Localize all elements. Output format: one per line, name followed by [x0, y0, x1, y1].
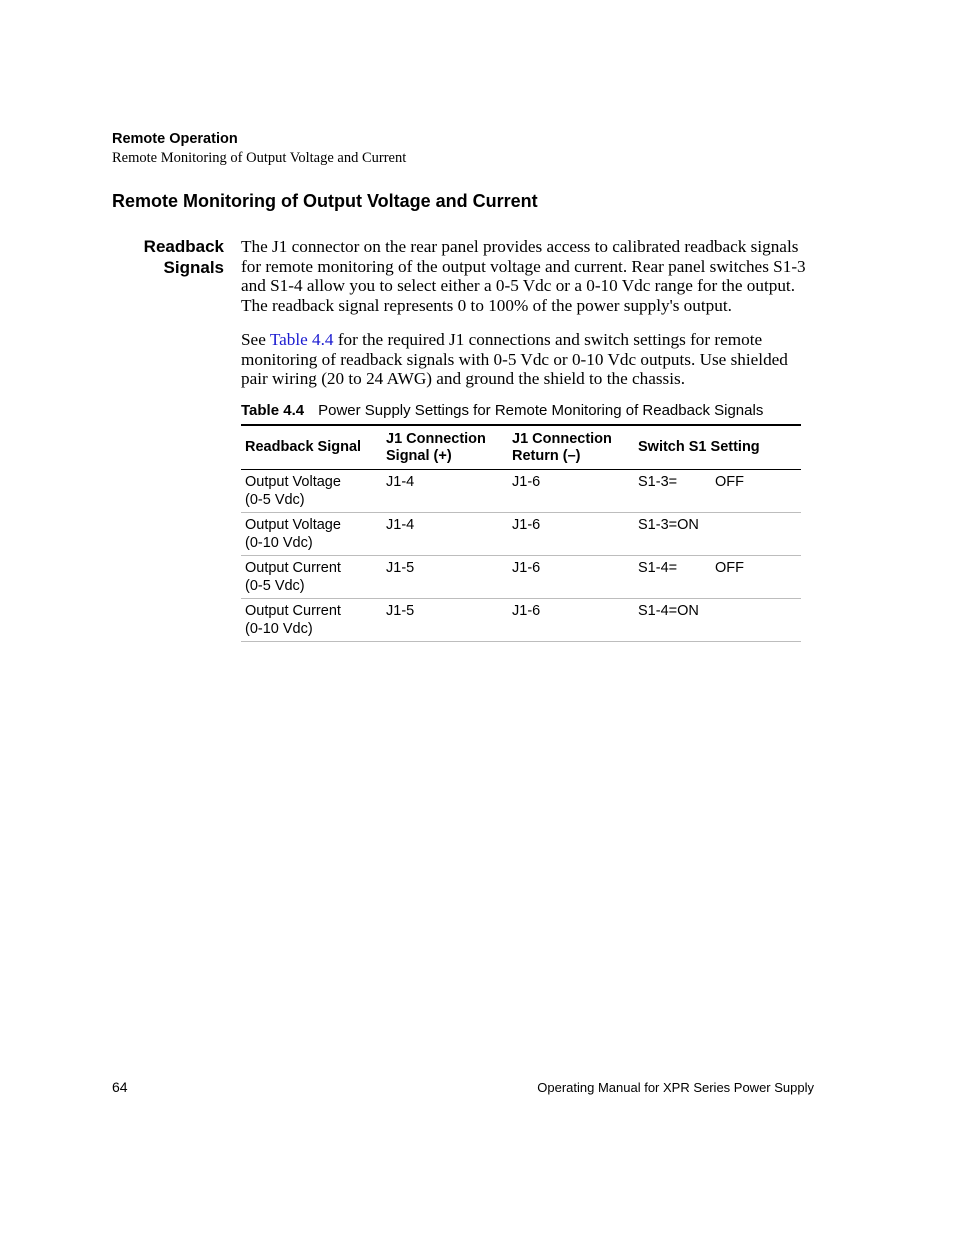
side-heading — [112, 236, 224, 278]
table-row — [241, 556, 801, 599]
running-head-chapter: Remote Operation — [112, 131, 238, 147]
cell-j1-return: J1-6 — [512, 603, 541, 619]
page-number: 64 — [112, 1079, 128, 1095]
section-title: Remote Monitoring of Output Voltage and Current — [112, 191, 538, 211]
signal-name: Output Current — [245, 603, 341, 619]
cell-j1-return: J1-6 — [512, 560, 541, 576]
cell-j1-signal: J1-4 — [386, 474, 415, 490]
cell-readback-signal — [241, 599, 382, 642]
paragraph-2-rest: for the required J1 connections and switch settings for remote monitoring of readback signals with 0-5 Vdc or 0-10 Vdc outputs. Use shielded pair wiring (20 to 24 AWG) and ground the shield to the chassis. — [241, 330, 788, 389]
cell-j1-return: J1-6 — [512, 517, 541, 533]
body-paragraph-2 — [241, 330, 815, 389]
table-number: Table 4.4 — [241, 402, 305, 419]
header-j1-return-line2: Return (–) — [512, 448, 581, 464]
header-j1-signal — [382, 425, 508, 470]
switch-value: OFF — [715, 560, 744, 576]
switch-key: S1-3=ON — [638, 517, 699, 533]
table-cross-reference-link[interactable]: Table 4.4 — [269, 330, 334, 349]
readback-settings-table — [241, 424, 801, 642]
cell-switch-setting — [634, 513, 801, 556]
signal-range: (0-10 Vdc) — [245, 620, 313, 637]
table-header-row — [241, 425, 801, 470]
header-j1-signal-line2: Signal (+) — [386, 448, 452, 464]
cell-readback-signal — [241, 513, 382, 556]
cell-j1-signal: J1-5 — [386, 603, 415, 619]
switch-key: S1-4= — [638, 560, 678, 576]
side-heading-line1: Readback — [143, 237, 224, 256]
signal-range: (0-5 Vdc) — [245, 491, 305, 508]
signal-name: Output Voltage — [245, 474, 341, 490]
footer-manual-title: Operating Manual for XPR Series Power Supply — [537, 1080, 814, 1095]
header-j1-signal-line1: J1 Connection — [386, 430, 486, 447]
table-row — [241, 470, 801, 513]
paragraph-2-lead: See — [241, 330, 270, 349]
cell-j1-signal: J1-4 — [386, 517, 415, 533]
cell-readback-signal — [241, 470, 382, 513]
table-caption — [241, 402, 763, 419]
signal-range: (0-10 Vdc) — [245, 534, 313, 551]
side-heading-line2: Signals — [163, 258, 224, 277]
signal-range: (0-5 Vdc) — [245, 577, 305, 594]
switch-key: S1-3= — [638, 474, 678, 490]
signal-name: Output Current — [245, 560, 341, 576]
cell-j1-signal: J1-5 — [386, 560, 415, 576]
header-readback-signal: Readback Signal — [245, 439, 362, 456]
cell-readback-signal — [241, 556, 382, 599]
table-row — [241, 599, 801, 642]
cell-switch-setting — [634, 470, 801, 513]
running-head-section: Remote Monitoring of Output Voltage and Current — [112, 150, 407, 166]
header-switch-setting: Switch S1 Setting — [638, 439, 760, 456]
cell-switch-setting — [634, 556, 801, 599]
switch-key: S1-4=ON — [638, 603, 699, 619]
body-paragraph-1: The J1 connector on the rear panel provides access to calibrated readback signals for remote monitoring of the output voltage and current. Rear panel switches S1-3 and S1-4 allow you to select either a 0-5 Vdc or a 0-10 Vdc range for the output. The readback signal represents 0 to 100% of the power supply's output. — [241, 237, 806, 315]
header-j1-return-line1: J1 Connection — [512, 430, 612, 447]
cell-switch-setting — [634, 599, 801, 642]
header-j1-return — [508, 425, 634, 470]
cell-j1-return: J1-6 — [512, 474, 541, 490]
table-caption-text: Power Supply Settings for Remote Monitoring of Readback Signals — [318, 402, 764, 419]
table-row — [241, 513, 801, 556]
switch-value: OFF — [715, 474, 744, 490]
signal-name: Output Voltage — [245, 517, 341, 533]
